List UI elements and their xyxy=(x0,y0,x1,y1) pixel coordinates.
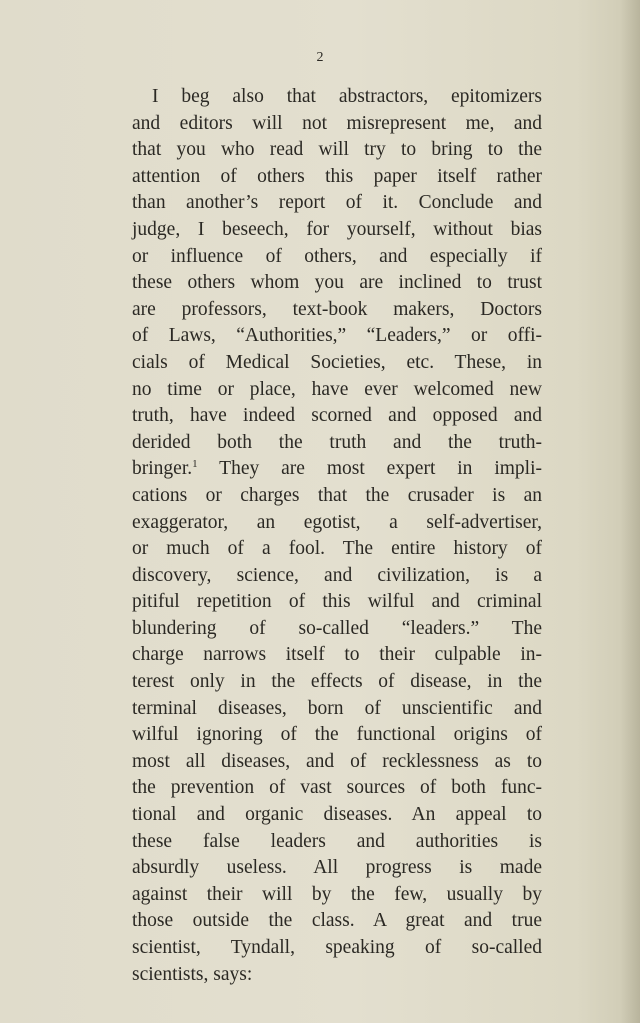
text-line: most all diseases, and of recklessness as to xyxy=(132,750,542,772)
text-line-with-footnote xyxy=(132,456,542,483)
body-paragraph xyxy=(132,84,542,988)
text-line: derided both the truth and the truth- xyxy=(132,431,542,453)
text-line: exaggerator, an egotist, a self-advertiser, xyxy=(132,511,542,533)
text-line: blundering of so-called “leaders.” The xyxy=(132,617,542,639)
text-line: of Laws, “Authorities,” “Leaders,” or offi- xyxy=(132,325,542,347)
text-line: truth, have indeed scorned and opposed and xyxy=(132,405,542,427)
text-line: these others whom you are inclined to trust xyxy=(132,272,542,294)
text-line: are professors, text-book makers, Doctors xyxy=(132,298,542,320)
text-line: terest only in the effects of disease, in the xyxy=(132,671,542,693)
text-line: attention of others this paper itself rather xyxy=(132,165,542,187)
text-line: these false leaders and authorities is xyxy=(132,830,542,852)
text-line: no time or place, have ever welcomed new xyxy=(132,378,542,400)
text-line: absurdly useless. All progress is made xyxy=(132,857,542,879)
text-line: charge narrows itself to their culpable in- xyxy=(132,644,542,666)
text-line: or much of a fool. The entire history of xyxy=(132,538,542,560)
text-line: discovery, science, and civilization, is a xyxy=(132,564,542,586)
text-line: cations or charges that the crusader is an xyxy=(132,484,542,506)
text-line: and editors will not misrepresent me, and xyxy=(132,112,542,134)
footnote-marker: 1 xyxy=(192,458,198,471)
text-line: or influence of others, and especially if xyxy=(132,245,542,267)
text-line: that you who read will try to bring to the xyxy=(132,139,542,161)
text-line: tional and organic diseases. An appeal to xyxy=(132,804,542,826)
text-line: I beg also that abstractors, epitomizers xyxy=(152,86,542,107)
page-number: 2 xyxy=(316,50,324,65)
text-line: cials of Medical Societies, etc. These, in xyxy=(132,351,542,373)
text-line: scientists, says: xyxy=(132,963,253,985)
page-edge-shadow xyxy=(620,0,640,1023)
text-line: terminal diseases, born of unscientific and xyxy=(132,697,542,719)
text-line: the prevention of vast sources of both func- xyxy=(132,777,542,799)
text-line: wilful ignoring of the functional origins of xyxy=(132,724,542,746)
text-line: judge, I beseech, for yourself, without bias xyxy=(132,218,542,240)
text-line: pitiful repetition of this wilful and criminal xyxy=(132,591,542,613)
text-line-remainder: They are most expert in impli- xyxy=(219,458,542,480)
text-line: against their will by the few, usually by xyxy=(132,883,542,905)
text-line: those outside the class. A great and true xyxy=(132,910,542,932)
footnote-word: bringer. xyxy=(132,458,193,480)
text-line: scientist, Tyndall, speaking of so-called xyxy=(132,937,542,958)
text-line: than another’s report of it. Conclude and xyxy=(132,192,542,214)
